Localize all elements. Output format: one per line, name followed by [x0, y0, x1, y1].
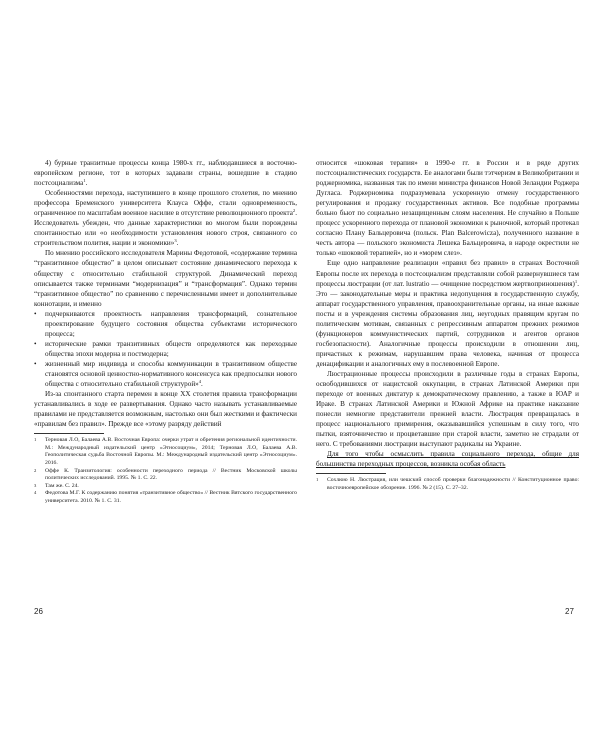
footnote: 1 Сохлюю Н. Люстрация, или чешский способ проверки благонадежности // Конституционное право: восточноевропейское обозрение. 1996. № 2 (15). С. 27–32.: [316, 477, 579, 492]
paragraph: Для того чтобы осмыслить правила социального перехода, общие для большинства переходных процессов, возникла особая область: [316, 450, 579, 469]
footnote-divider: [316, 473, 386, 474]
paragraph: Особенностями перехода, наступившего в конце прошлого столетия, по мнению профессора Бременского университета Клауса Оффе, стали одновременность, ограниченное по масштабам военное насилие в отсутствие революционного проекта$^2$. Исследователь убежден, что данные характеристики во многом были порождены спонтанностью или «о необходимости установления нового строя, связанного со строительством полития, нации и экономики»$^3$.: [34, 189, 297, 248]
bullet-list: [34, 309, 297, 389]
footnote-number: 1: [34, 437, 37, 443]
footnote-ref[interactable]: 4: [198, 379, 202, 385]
bullet-icon: •: [34, 359, 37, 368]
footnote-ref[interactable]: 1: [574, 278, 578, 284]
footnote-ref[interactable]: 1: [83, 178, 86, 184]
bullet-icon: •: [34, 309, 37, 318]
footnote-number: 2: [34, 467, 37, 473]
footnote: 2 Оффе К. Транзитология: особенности переходного периода // Вестник Московской школы политических исследований. 1995. № 1. С. 22.: [34, 467, 297, 482]
right-page: [316, 158, 579, 493]
paragraph: Еще одно направление реализации «правил без правил» в странах Восточной Европы после их перехода в постсоциализм представляли собой развернувшиеся там процессы люстрации (от лат. lustratio — очищение посредством жертвоприношения)$^1$. Это — законодательные меры и практика недопущения в государственную службу, аппарат государственного управления, правоохранительные органы, на иные важные посты и в учреждения системы образования лиц, неугодных правящим кругам по политическим мотивам, связанных с репрессивным аппаратом прежних режимов (функционеров коммунистических партий, сотрудников и агентов органов госбезопасности). Аналогичные процессы происходили в отношении лиц, причастных к режимам, нарушавшим права человека, начиная от процесса денацификации и аналогичных ему в послевоенной Европе.: [316, 259, 579, 368]
footnote-ref[interactable]: 2: [292, 208, 296, 214]
footnote-ref[interactable]: 3: [174, 238, 177, 244]
footnote: 4 Федотова М.Г. К содержанию понятия «транзитивное общество» // Вестник Вятского государственного университета. 2010. № 1. С. 31.: [34, 490, 297, 505]
footnote-number: 3: [34, 482, 37, 488]
paragraph: Люстрационные процессы происходили в различные годы в странах Европы, освободившихся от нацистской оккупации, в странах Латинской Америки при переходе от военных диктатур к демократическому правлению, а также в ЮАР и Ираке. В странах Латинской Америки и Южной Африке на практике наказание понесли немногие представители прежней власти. Люстрация превращалась в процесс национального примирения, оказывавшийся успешным в силу того, что пытки, взяточничество и процветавшие при старой власти, заметно не страдали от него. С требованиями люстрации выступают радикалы на Украине.: [316, 369, 579, 449]
footnote-number: 4: [34, 490, 37, 496]
footnote-number: 1: [316, 477, 319, 483]
page-number-left: 26: [34, 607, 43, 616]
list-item: • подчеркиваются проектность направления трансформаций, сознательное проектирование будущего состояния общества субъектами исторического процесса;: [34, 309, 297, 338]
page-number-right: 27: [565, 607, 574, 616]
paragraph: относится «шоковая терапия» в 1990-е гг. в России и в ряде других постсоциалистических государств. Ее аналогами были тэтчеризм в Великобритании и роджерномика, названная так по имени министра финансов Новой Зеландии Роджера Дугласа. Роджерномика подразумевала ускоренную отмену государственного регулирования и продажу государственных активов. Все подобные программы больно бьют по социально незащищенным слоям населения. Не случайно в Польше процесс ускоренного перехода от плановой экономики к рыночной, который протекал согласно Плану Бальцеровича (польск. Plan Balcerowicza), полученного название в честь автора — польского экономиста Лешека Бальцеровича, в народе окрестили не только «шоковой терапией», но и «морем слез».: [316, 159, 579, 258]
paragraph: По мнению российского исследователя Марины Федотовой, «содержание термина “транзитивное общество” в целом описывает состояние динамического перехода к обществу с относительно стабильной структурой. Динамический переход описывается также терминами “модернизация” и “трансформация”. Однако термин “транзитивное общество” по сравнению с перечисленными имеет и дополнительные коннотации, и именно: [34, 249, 297, 308]
paragraph: 4) бурные транзитные процессы конца 1980-х гг., наблюдавшиеся в восточно-европейском регионе, тот в которых задавали страны, вошедшие в стадию постсоциализма$^1$.: [34, 159, 297, 188]
paragraph: Из-за спонтанного старта перемен в конце XX столетия правила трансформации устанавливались в ходе ее развертывания. Однако часто называть устанавливаемые правилами не представляется возможным, настолько они был жесткими и фактически «правилам без правил». Прежде все «этому разряду действий: [34, 390, 297, 429]
footnote: 1 Терновая Л.О, Балаева А.В. Восточная Европа: очерки утрат и обретения региональной идентичности. М.: Международный издательский центр «Этносоциум», 2014; Терновая Л.О, Балаева А.В. Геополитическая судьба Восточной Европы. М.: Международный издательский центр «Этносоциум». 2016.: [34, 437, 297, 467]
left-page: [34, 158, 297, 506]
list-item: • исторические рамки транзитивных обществ определяются как переходные общества эпохи модерна и постмодерна;: [34, 339, 297, 358]
bullet-icon: •: [34, 339, 37, 348]
footnote-divider: [34, 433, 104, 434]
footnote: 3 Там же. С. 24.: [34, 482, 79, 489]
list-item: • жизненный мир индивида и способы коммуникации в транзитивном обществе становятся основой ценностно-нормативного консенсуса как предпосылки нового общества с относительно стабильной структурой»$^4$.: [34, 359, 297, 389]
